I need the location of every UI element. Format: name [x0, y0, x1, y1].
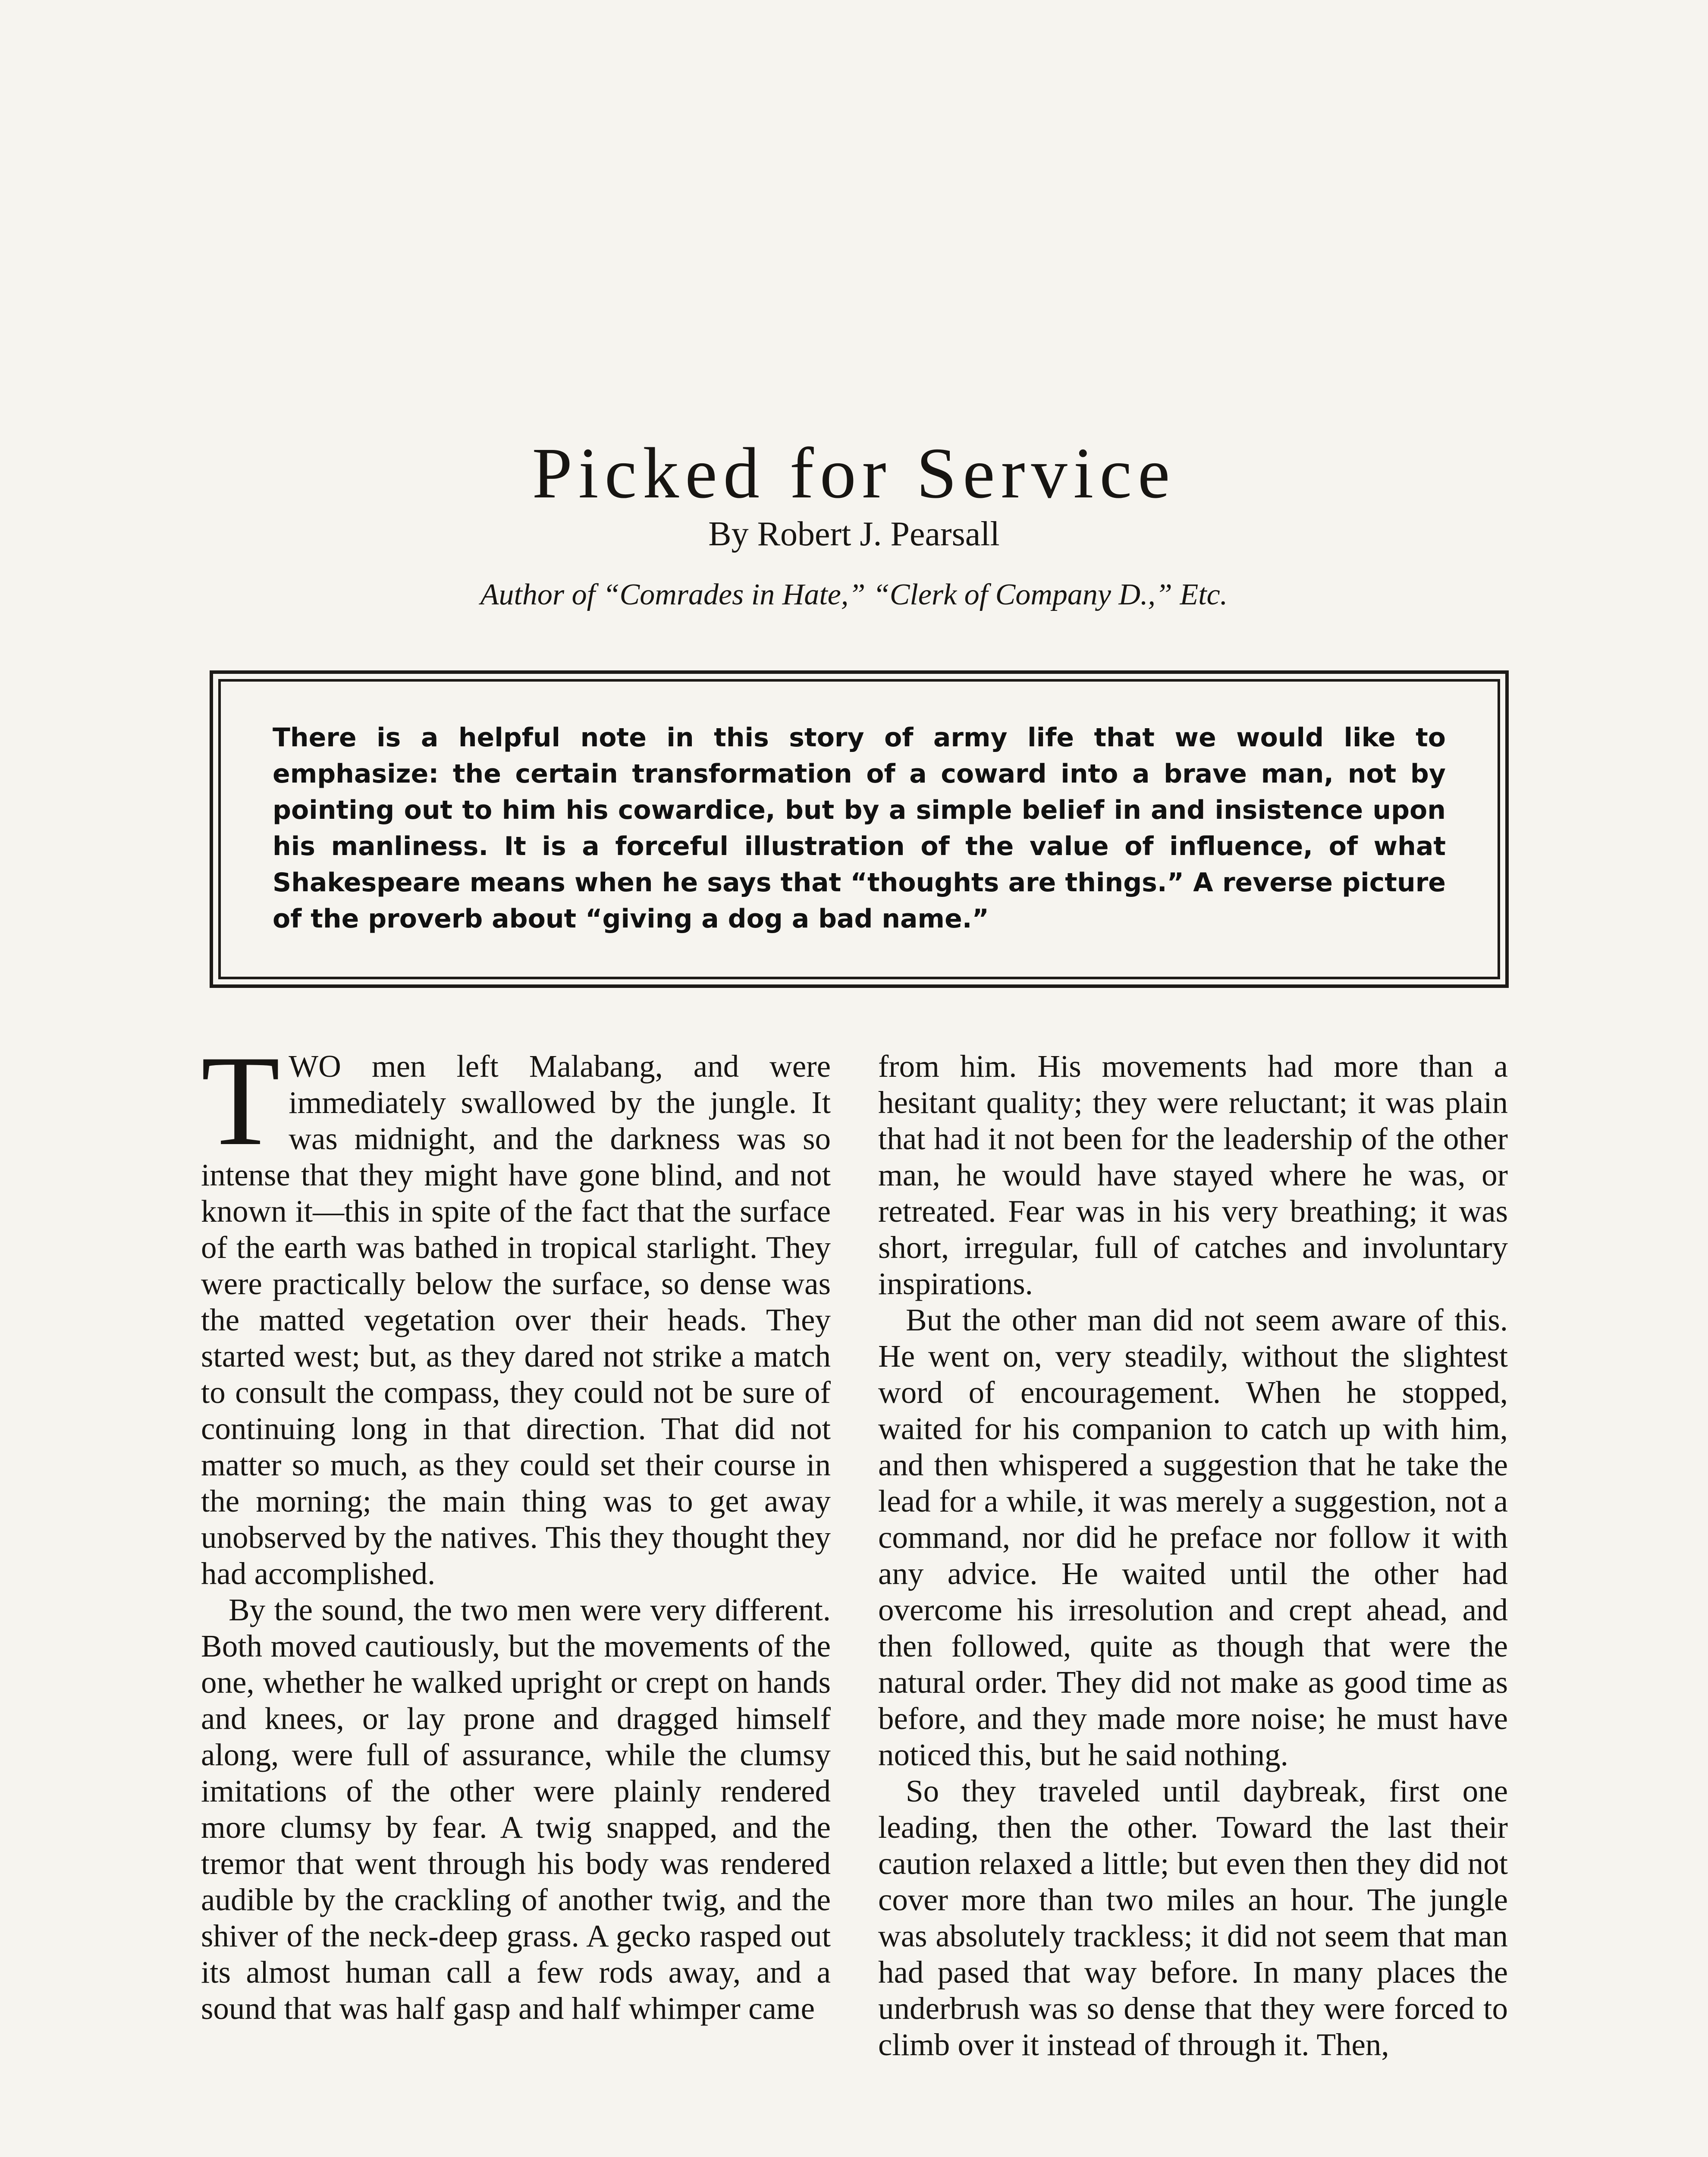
opening-paragraph: [201, 1029, 831, 1592]
drop-cap: T: [201, 1029, 280, 1172]
editorial-note-box: [210, 670, 1509, 988]
author-credits: Author of “Comrades in Hate,” “Clerk of Company D.,” Etc.: [480, 578, 1228, 611]
right-paragraph-2: But the other man did not seem aware of this. He went on, very steadily, without the slightest word of encouragement. When he stopped, waited for his companion to catch up with him, and then whispered a suggestion that he take the lead for a while, it was merely a suggestion, not a command, nor did he preface nor follow it with any advice. He waited until the other had overcome his irresolution and crept ahead, and then followed, quite as though that were the natural order. They did not make as good time as before, and they made more noise; he must have noticed this, but he said nothing.: [878, 1302, 1508, 1772]
left-paragraph-2: By the sound, the two men were very different. Both moved cautiously, but the movements of the one, whether he walked upright or crept on hands and knees, or lay prone and dragged himself along, were full of assurance, while the clumsy imitations of the other were plainly rendered more clumsy by fear. A twig snapped, and the tremor that went through his body was rendered audible by the crackling of another twig, and the shiver of the neck-deep grass. A gecko rasped out its almost human call a few rods away, and a sound that was half gasp and half whimper came: [201, 1592, 831, 2026]
editorial-note-inner-border: [218, 679, 1500, 979]
editorial-note-text: There is a helpful note in this story of army life that we would like to emphasize: the certain transformation of a coward into a brave man, not by pointing out to him his cowardice, but by a simple belief in and insistence upon his manliness. It is a forceful illustration of the value of influence, of what Shakespeare means when he says that “thoughts are things.” A reverse picture of the proverb about “giving a dog a bad name.”: [273, 723, 1446, 934]
right-paragraph-3: So they traveled until daybreak, first one leading, then the other. Toward the last their caution relaxed a little; but even then they did not cover more than two miles an hour. The jungle was absolutely trackless; it did not seem that man had pased that way before. In many places the underbrush was so dense that they were forced to climb over it instead of through it. Then,: [878, 1773, 1508, 2062]
left-column: [201, 1029, 831, 2027]
story-title: Picked for Service: [532, 433, 1176, 513]
right-column: [878, 1048, 1508, 2063]
right-paragraph-1: from him. His movements had more than a hesitant quality; they were reluctant; it was plain that had it not been for the leadership of the other man, he would have stayed where he was, or retreated. Fear was in his very breathing; it was short, irregular, full of catches and involuntary inspirations.: [878, 1049, 1508, 1301]
byline: By Robert J. Pearsall: [708, 515, 1000, 553]
opening-paragraph-text: WO men left Malabang, and were immediately swallowed by the jungle. It was midnight, and the darkness was so intense that they might have gone blind, and not known it—this in spite of the fact that the surface of the earth was bathed in tropical starlight. They were practically below the surface, so dense was the matted vegetation over their heads. They started west; but, as they dared not strike a match to consult the compass, they could not be sure of continuing long in that direction. That did not matter so much, as they could set their course in the morning; the main thing was to get away unobserved by the natives. This they thought they had accomplished.: [201, 1049, 831, 1591]
